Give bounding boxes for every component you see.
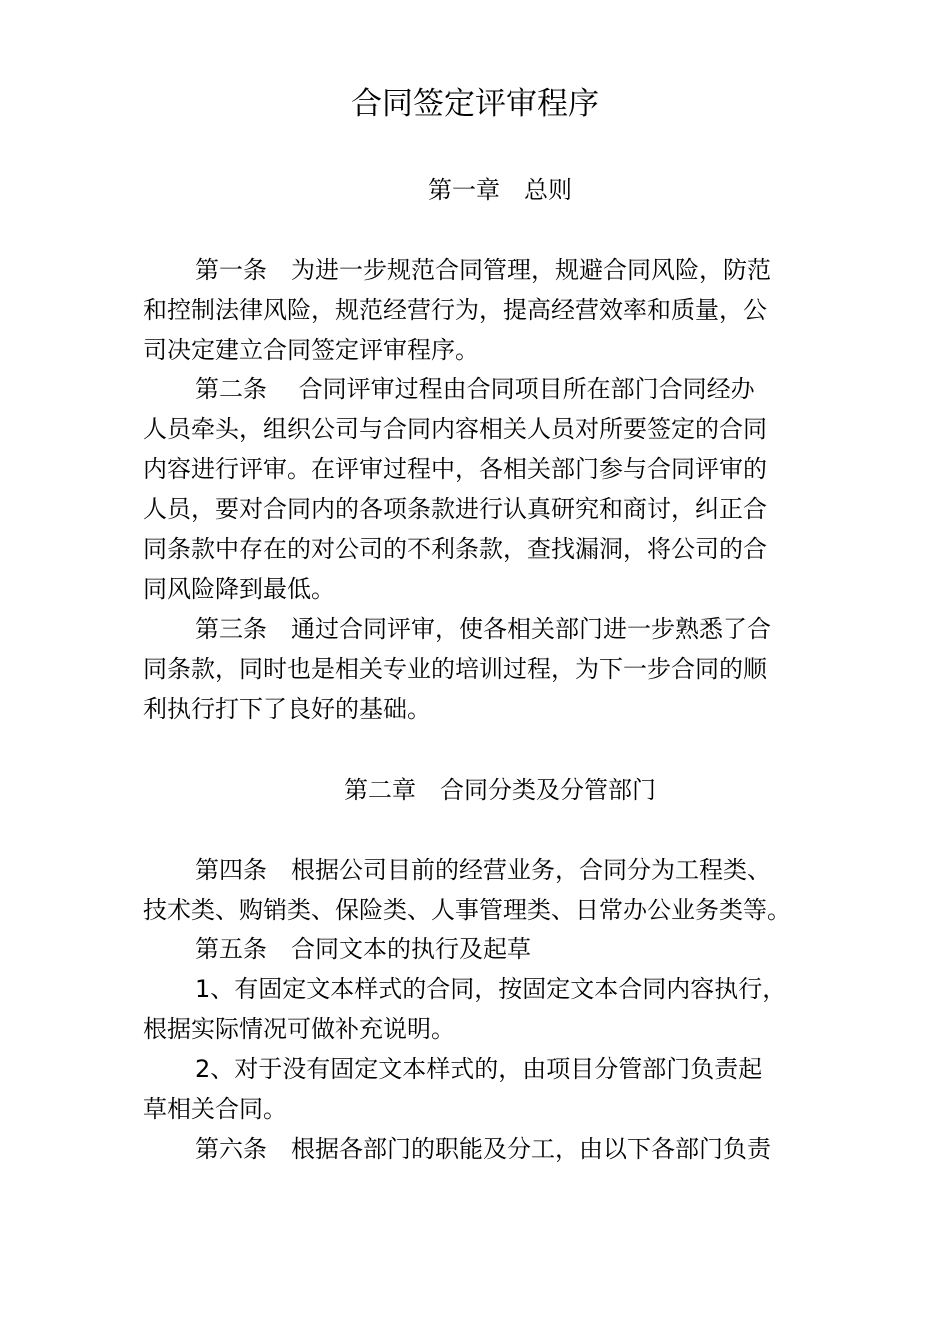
article-1-line: 第一条 为进一步规范合同管理，规避合同风险，防范 — [195, 256, 771, 284]
chapter-2-heading: 第二章 合同分类及分管部门 — [344, 776, 656, 804]
article-3-line: 利执行打下了良好的基础。 — [143, 695, 431, 723]
article-5-line: 第五条 合同文本的执行及起草 — [195, 935, 531, 963]
article-3-line: 同条款，同时也是相关专业的培训过程，为下一步合同的顺 — [143, 655, 767, 683]
article-2-line: 内容进行评审。在评审过程中，各相关部门参与合同评审的 — [143, 455, 767, 483]
article-2-line: 同条款中存在的对公司的不利条款，查找漏洞，将公司的合 — [143, 535, 767, 563]
article-1-line: 和控制法律风险，规范经营行为，提高经营效率和质量，公 — [143, 296, 767, 324]
article-4-line: 技术类、购销类、保险类、人事管理类、日常办公业务类等。 — [143, 896, 791, 924]
item-1-line: 1、有固定文本样式的合同，按固定文本合同内容执行， — [195, 975, 787, 1003]
article-1-line: 司决定建立合同签定评审程序。 — [143, 336, 479, 364]
article-2-line: 人员，要对合同内的各项条款进行认真研究和商讨，纠正合 — [143, 495, 767, 523]
article-2-line: 第二条 合同评审过程由合同项目所在部门合同经办 — [195, 375, 755, 403]
article-2-line: 人员牵头，组织公司与合同内容相关人员对所要签定的合同 — [143, 415, 767, 443]
item-1-line: 根据实际情况可做补充说明。 — [143, 1015, 455, 1043]
chapter-1-heading: 第一章 总则 — [428, 176, 572, 204]
article-4-line: 第四条 根据公司目前的经营业务，合同分为工程类、 — [195, 856, 771, 884]
article-6-line: 第六条 根据各部门的职能及分工，由以下各部门负责 — [195, 1135, 771, 1163]
article-2-line: 同风险降到最低。 — [143, 575, 335, 603]
document-title: 合同签定评审程序 — [351, 86, 599, 122]
item-2-line: 草相关合同。 — [143, 1095, 287, 1123]
article-3-line: 第三条 通过合同评审，使各相关部门进一步熟悉了合 — [195, 615, 771, 643]
item-2-line: 2、对于没有固定文本样式的，由项目分管部门负责起 — [195, 1055, 763, 1083]
